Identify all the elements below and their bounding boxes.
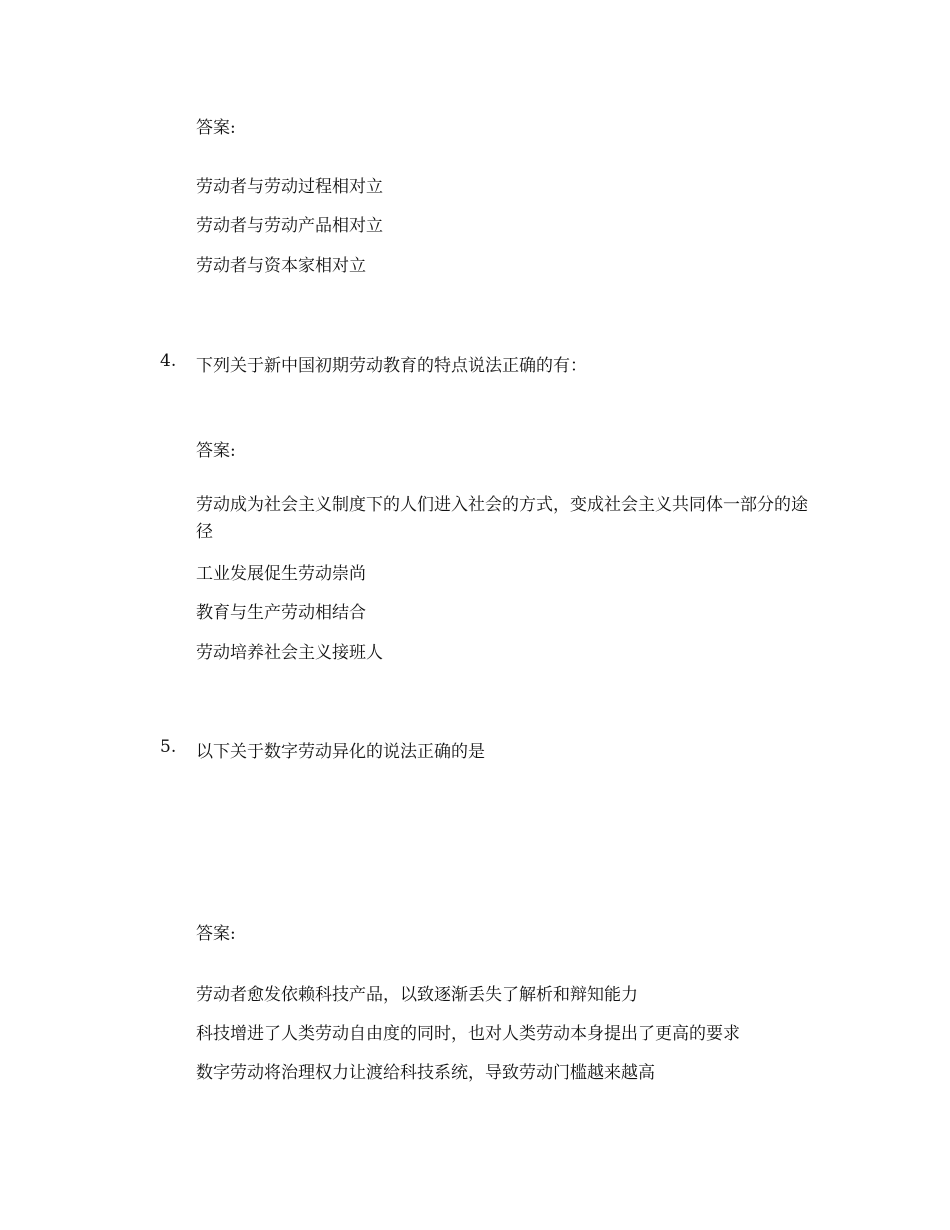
- answer-label: 答案:: [196, 924, 236, 944]
- answer-label: 答案:: [196, 118, 236, 138]
- answer-option: 教育与生产劳动相结合: [196, 603, 366, 623]
- answer-label: 答案:: [196, 441, 236, 461]
- answer-option: 科技增进了人类劳动自由度的同时，也对人类劳动本身提出了更高的要求: [196, 1024, 740, 1044]
- answer-option: 劳动培养社会主义接班人: [196, 643, 383, 663]
- question-number: 5.: [160, 737, 177, 757]
- answer-option: 劳动者与资本家相对立: [196, 256, 366, 276]
- answer-option: 劳动成为社会主义制度下的人们进入社会的方式，变成社会主义共同体一部分的途径: [196, 495, 808, 542]
- question-number: 4.: [160, 351, 177, 371]
- answer-option: 数字劳动将治理权力让渡给科技系统，导致劳动门槛越来越高: [196, 1063, 655, 1083]
- question-text: 下列关于新中国初期劳动教育的特点说法正确的有：: [196, 356, 587, 376]
- answer-option: 劳动者与劳动过程相对立: [196, 177, 383, 197]
- answer-option: 劳动者与劳动产品相对立: [196, 216, 383, 236]
- answer-option: 工业发展促生劳动崇尚: [196, 564, 366, 584]
- question-text: 以下关于数字劳动异化的说法正确的是: [196, 742, 485, 762]
- answer-option: 劳动者愈发依赖科技产品，以致逐渐丢失了解析和辩知能力: [196, 985, 638, 1005]
